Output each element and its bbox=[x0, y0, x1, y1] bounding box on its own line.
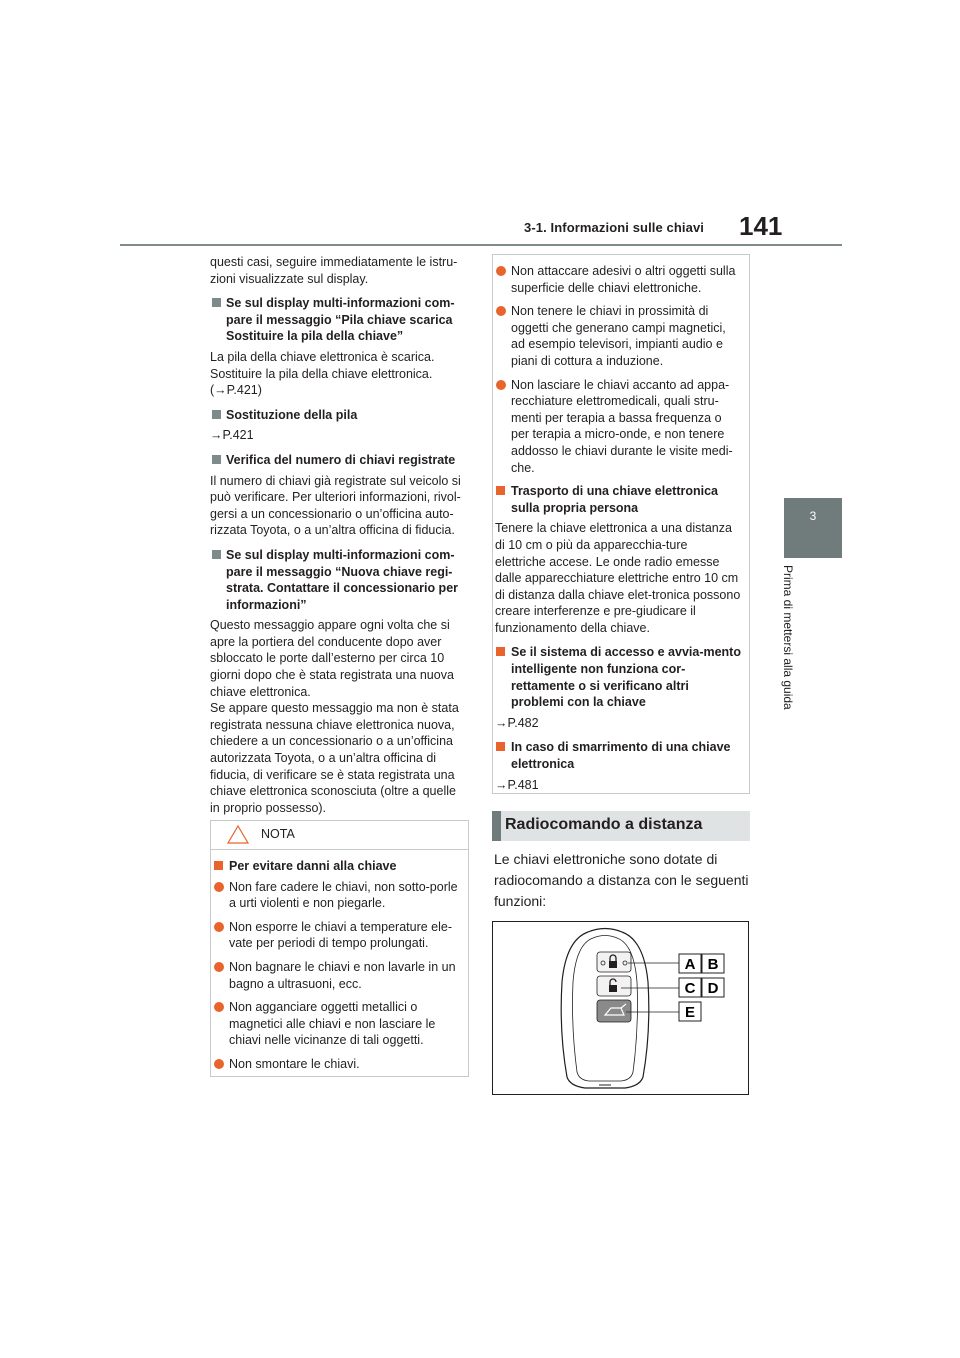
chapter-title: Prima di mettersi alla guida bbox=[781, 565, 795, 710]
banner-accent-bar bbox=[492, 811, 501, 841]
page-number: 141 bbox=[739, 211, 783, 241]
list-item: Non bagnare le chiavi e non lavarle in un bagno a ultrasuoni, ecc. bbox=[213, 959, 460, 992]
list-item: Non tenere le chiavi in prossimità di oggetti che generano campi magnetici, ad esempio televisori, impianti audio e piani di cottura a induzione. bbox=[495, 303, 741, 369]
nota-header bbox=[211, 821, 468, 850]
paragraph: Tenere la chiave elettronica a una distanza di 10 cm o più da apparecchia-ture elettriche accese. Le onde radio emesse dalle apparecchiature elettriche entro 10 cm di distanza dalla chiave elet-tronica possono creare interferenze e pre-giudicare il funzionamento della chiave. bbox=[495, 521, 741, 635]
subheading-text: Per evitare danni alla chiave bbox=[229, 859, 397, 873]
subheading bbox=[210, 407, 468, 424]
paragraph: questi casi, seguire immediatamente le istru-zioni visualizzate sul display. bbox=[210, 255, 458, 286]
square-bullet-icon bbox=[496, 486, 505, 495]
list-item: Non esporre le chiavi a temperature ele-vate per periodi di tempo prolungati. bbox=[213, 919, 460, 952]
nota-label: NOTA bbox=[261, 827, 295, 841]
round-bullet-icon bbox=[496, 380, 506, 390]
subheading bbox=[213, 858, 460, 875]
caution-continuation-box bbox=[492, 254, 750, 794]
page-reference-link[interactable]: →P.482 bbox=[495, 715, 539, 730]
list-item: Non attaccare adesivi o altri oggetti sulla superficie delle chiavi elettroniche. bbox=[495, 263, 741, 296]
subheading-text: In caso di smarrimento di una chiave elettronica bbox=[511, 740, 731, 772]
label-c: C bbox=[684, 980, 696, 997]
round-bullet-icon bbox=[496, 306, 506, 316]
key-fob-illustration bbox=[493, 922, 750, 1096]
chapter-side-label bbox=[781, 565, 805, 745]
square-bullet-icon bbox=[212, 455, 221, 464]
list-item: Non smontare le chiavi. bbox=[213, 1056, 460, 1073]
subheading-text: Se sul display multi-informazioni com-pare il messaggio “Pila chiave scarica Sostituire la pila della chiave” bbox=[226, 296, 455, 344]
subheading-text: Se il sistema di accesso e avvia-mento intelligente non funziona cor-rettamente o si verificano altri problemi con la chiave bbox=[511, 645, 741, 710]
subheading bbox=[495, 739, 741, 772]
page-reference-link[interactable]: →P.421 bbox=[210, 428, 254, 443]
intro-paragraph: Le chiavi elettroniche sono dotate di radiocomando a distanza con le seguenti funzioni: bbox=[494, 851, 749, 909]
subheading bbox=[210, 547, 468, 613]
box-body bbox=[493, 255, 749, 793]
subheading-text: Trasporto di una chiave elettronica sulla propria persona bbox=[511, 484, 719, 515]
nota-body bbox=[211, 850, 468, 1073]
chapter-number: 3 bbox=[809, 509, 817, 523]
list-item: Non fare cadere le chiavi, non sotto-porle a urti violenti e non piegarle. bbox=[213, 879, 460, 912]
list-item: Non lasciare le chiavi accanto ad appa-recchiature elettromedicali, quali stru-menti per terapia a bassa frequenza o per terapia a micro-onde, e non tenere addosso le chiavi durante le visite medi-che. bbox=[495, 377, 741, 477]
round-bullet-icon bbox=[214, 1059, 224, 1069]
subheading-text: Sostituzione della pila bbox=[226, 407, 358, 422]
label-a: A bbox=[684, 956, 696, 973]
square-bullet-icon bbox=[212, 410, 221, 419]
section-title: Radiocomando a distanza bbox=[505, 816, 703, 833]
square-bullet-icon bbox=[214, 861, 223, 870]
paragraph: Se appare questo messaggio ma non è stata registrata nessuna chiave elettronica nuova, chiedere a un concessionario o a un’officina autorizzata Toyota, o a un’altra officina di fiducia, di verificare se è stata registrata una chiave elettronica sconosciuta (oltre a quelle in proprio possesso). bbox=[210, 701, 459, 815]
key-fob-figure bbox=[492, 921, 749, 1095]
left-column bbox=[210, 254, 468, 824]
round-bullet-icon bbox=[214, 882, 224, 892]
subheading bbox=[210, 452, 468, 469]
subheading bbox=[210, 295, 468, 345]
page-reference-link[interactable]: →P.481 bbox=[495, 777, 539, 792]
square-bullet-icon bbox=[496, 647, 505, 656]
round-bullet-icon bbox=[214, 962, 224, 972]
square-bullet-icon bbox=[212, 298, 221, 307]
list-item: Non agganciare oggetti metallici o magnetici alle chiavi e non lasciare le chiavi nelle vicinanze di tali oggetti. bbox=[213, 999, 460, 1049]
nota-box bbox=[210, 820, 469, 1077]
subheading bbox=[495, 644, 741, 710]
subheading bbox=[495, 483, 741, 516]
label-d: D bbox=[707, 980, 719, 997]
section-header-title: 3-1. Informazioni sulle chiavi bbox=[524, 220, 704, 235]
paragraph: La pila della chiave elettronica è scarica. Sostituire la pila della chiave elettronica. (→P.421) bbox=[210, 349, 435, 398]
round-bullet-icon bbox=[214, 1002, 224, 1012]
paragraph: Il numero di chiavi già registrate sul veicolo si può verificare. Per ulteriori informazioni, rivol-gersi a un concessionario o un’officina auto-rizzata Toyota, o a un’altra officina di fiducia. bbox=[210, 473, 461, 538]
paragraph: Questo messaggio appare ogni volta che si apre la portiera del conducente dopo aver sbloccato le porte dall’esterno per circa 10 giorni dopo che è stata registrata una nuova chiave elettronica. bbox=[210, 618, 454, 699]
round-bullet-icon bbox=[214, 922, 224, 932]
warning-triangle-icon bbox=[227, 825, 249, 844]
header-rule bbox=[120, 244, 842, 246]
label-b: B bbox=[707, 956, 719, 973]
section-title-banner bbox=[492, 811, 750, 841]
label-e: E bbox=[684, 1004, 696, 1021]
subheading-text: Se sul display multi-informazioni com-pare il messaggio “Nuova chiave regi-strata. Contattare il concessionario per informazioni” bbox=[226, 547, 459, 612]
square-bullet-icon bbox=[496, 742, 505, 751]
square-bullet-icon bbox=[212, 550, 221, 559]
round-bullet-icon bbox=[496, 266, 506, 276]
chapter-tab bbox=[784, 498, 842, 558]
subheading-text: Verifica del numero di chiavi registrate bbox=[226, 452, 456, 467]
